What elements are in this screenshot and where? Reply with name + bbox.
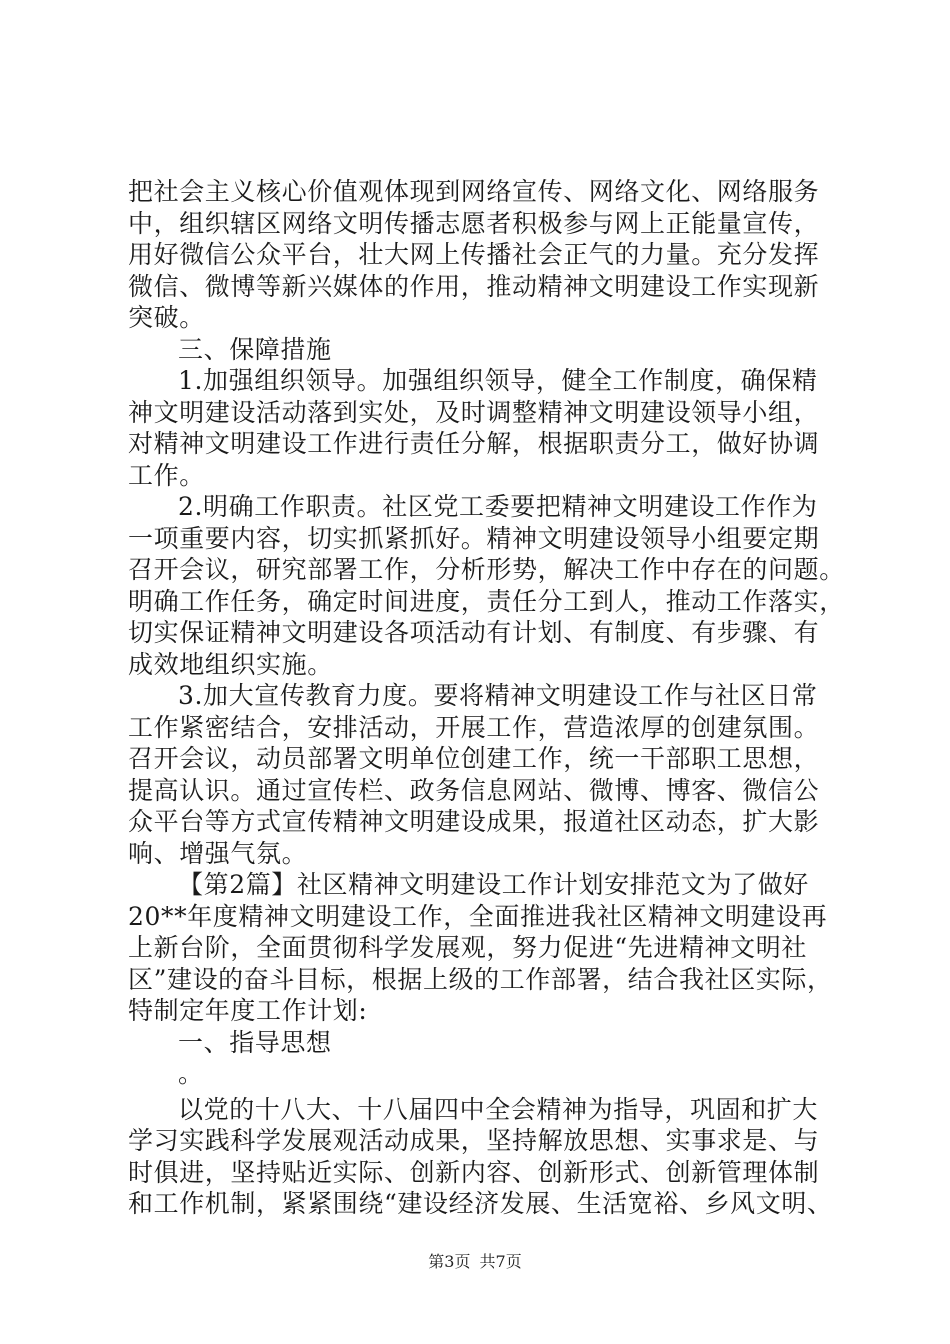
text-line: 20**年度精神文明建设工作，全面推进我社区精神文明建设再	[128, 901, 828, 931]
text-line: 众平台等方式宣传精神文明建设成果，报道社区动态，扩大影	[128, 807, 820, 836]
text-line: 召开会议，研究部署工作，分析形势，解决工作中存在的问题。	[128, 555, 845, 584]
text-line: 微信、微博等新兴媒体的作用，推动精神文明建设工作实现新	[128, 271, 820, 301]
text-line: 神文明建设活动落到实处，及时调整精神文明建设领导小组，	[128, 397, 820, 427]
text-line: 切实保证精神文明建设各项活动有计划、有制度、有步骤、有	[128, 618, 820, 647]
text-line: 中，组织辖区网络文明传播志愿者积极参与网上正能量宣传，	[128, 208, 820, 238]
text-line: 3.加大宣传教育力度。要将精神文明建设工作与社区日常	[178, 681, 818, 710]
page-number: 第3页	[428, 1252, 471, 1271]
text-line: 区”建设的奋斗目标，根据上级的工作部署，结合我社区实际，	[128, 964, 833, 994]
text-line: 三、保障措施	[178, 334, 332, 364]
text-line: 学习实践科学发展观活动成果，坚持解放思想、实事求是、与	[128, 1126, 820, 1155]
text-line: 工作紧密结合，安排活动，开展工作，营造浓厚的创建氛围。	[128, 712, 820, 742]
text-line: 。	[178, 1059, 204, 1088]
text-line: 明确工作任务，确定时间进度，责任分工到人，推动工作落实，	[128, 586, 845, 616]
text-line: 成效地组织实施。	[128, 649, 333, 679]
text-line: 和工作机制，紧紧围绕“建设经济发展、生活宽裕、乡风文明、	[128, 1189, 833, 1218]
text-line: 提高认识。通过宣传栏、政务信息网站、微博、博客、微信公	[128, 775, 820, 805]
text-line: 对精神文明建设工作进行责任分解，根据职责分工，做好协调	[128, 429, 820, 458]
document-body	[128, 176, 845, 1220]
text-line: 召开会议，动员部署文明单位创建工作，统一干部职工思想，	[128, 744, 820, 773]
text-line: 时俱进，坚持贴近实际、创新内容、创新形式、创新管理体制	[128, 1157, 820, 1187]
text-line: 2.明确工作职责。社区党工委要把精神文明建设工作作为	[178, 492, 818, 521]
text-line: 1.加强组织领导。加强组织领导，健全工作制度，确保精	[178, 366, 818, 395]
text-line: 响、增强气氛。	[128, 838, 308, 868]
text-line: 一项重要内容，切实抓紧抓好。精神文明建设领导小组要定期	[128, 523, 820, 553]
page-total: 共7页	[479, 1252, 522, 1271]
text-line: 用好微信公众平台，壮大网上传播社会正气的力量。充分发挥	[128, 240, 820, 269]
text-line: 以党的十八大、十八届四中全会精神为指导，巩固和扩大	[178, 1094, 819, 1124]
text-line: 把社会主义核心价值观体现到网络宣传、网络文化、网络服务	[128, 177, 820, 206]
text-line: 特制定年度工作计划:	[128, 996, 368, 1025]
page-footer	[0, 1252, 950, 1272]
text-line: 【第2篇】社区精神文明建设工作计划安排范文为了做好	[178, 870, 809, 899]
text-line: 工作。	[128, 460, 205, 490]
text-line: 上新台阶，全面贯彻科学发展观，努力促进“先进精神文明社	[128, 933, 807, 962]
text-line: 一、指导思想	[178, 1027, 332, 1057]
text-line: 突破。	[128, 303, 205, 332]
